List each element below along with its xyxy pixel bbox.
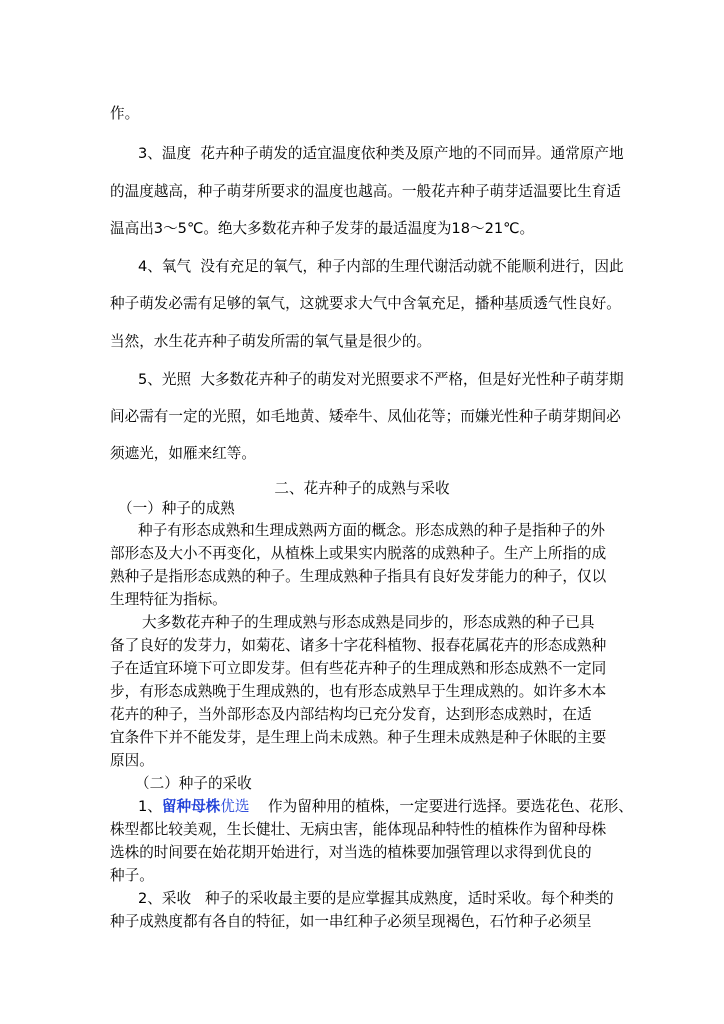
- subsection-title: （一）种子的成熟: [118, 500, 235, 517]
- paragraph-line: 种子有形态成熟和生理成熟两方面的概念。形态成熟的种子是指种子的外: [138, 522, 606, 539]
- paragraph-line: 大多数花卉种子的生理成熟与形态成熟是同步的，形态成熟的种子已具: [142, 614, 595, 631]
- paragraph-line: 部形态及大小不再变化，从植株上或果实内脱落的成熟种子。生产上所指的成: [110, 545, 607, 562]
- subsection-title: （二）种子的采收: [135, 775, 252, 792]
- paragraph-line: 宜条件下并不能发芽，是生理上尚未成熟。种子生理未成熟是种子休眠的主要: [110, 729, 607, 746]
- selection-link[interactable]: 优选: [220, 798, 250, 815]
- paragraph-line: 备了良好的发芽力，如菊花、诸多十字花科植物、报春花属花卉的形态成熟种: [110, 637, 607, 654]
- paragraph-line: 的温度越高，种子萌芽所要求的温度也越高。一般花卉种子萌芽适温要比生育适: [110, 183, 621, 200]
- paragraph-parent-selection-l1: 1、留种母株优选 作为留种用的植株，一定要进行选择。要选花色、花形、: [138, 798, 633, 815]
- paragraph-temperature-l1: 3、温度 花卉种子萌发的适宜温度依种类及原产地的不同而异。通常原产地: [138, 145, 624, 162]
- paragraph-line: 温高出3～5℃。绝大多数花卉种子发芽的最适温度为18～21℃。: [110, 220, 535, 237]
- paragraph-line: 株型都比较美观，生长健壮、无病虫害，能体现品种特性的植株作为留种母株: [110, 821, 607, 838]
- paragraph-line: 作。: [110, 105, 140, 122]
- light-heading: 5、光照: [138, 371, 192, 388]
- paragraph-line: 花卉的种子，当外部形态及内部结构均已充分发育，达到形态成熟时，在适: [110, 706, 592, 723]
- paragraph-harvest-l1: 2、采收 种子的采收最主要的是应掌握其成熟度，适时采收。每个种类的: [138, 890, 614, 907]
- paragraph-line: 种子。: [110, 867, 154, 884]
- paragraph-line: 生理特征为指标。: [110, 591, 227, 608]
- paragraph-line: 原因。: [110, 752, 154, 769]
- paragraph-line: 子在适宜环境下可立即发芽。但有些花卉种子的生理成熟和形态成熟不一定同: [110, 660, 607, 677]
- paragraph-light-l1: 5、光照 大多数花卉种子的萌发对光照要求不严格，但是好光性种子萌芽期: [138, 371, 624, 388]
- paragraph-line: 选株的时间要在始花期开始进行，对当选的植株要加强管理以求得到优良的: [110, 844, 592, 861]
- oxygen-heading: 4、氧气: [138, 258, 192, 275]
- paragraph-line: 须遮光，如雁来红等。: [110, 445, 256, 462]
- paragraph-line: 步，有形态成熟晚于生理成熟的，也有形态成熟早于生理成熟的。如许多木本: [110, 683, 607, 700]
- parent-plant-link[interactable]: 留种母株: [161, 798, 221, 815]
- temperature-heading: 3、温度: [138, 145, 192, 162]
- harvest-heading: 2、采收: [138, 890, 192, 907]
- paragraph-line: 当然，水生花卉种子萌发所需的氧气量是很少的。: [110, 333, 432, 350]
- section-title: 二、花卉种子的成熟与采收: [274, 480, 450, 497]
- paragraph-line: 熟种子是指形态成熟的种子。生理成熟种子指具有良好发芽能力的种子，仅以: [110, 568, 607, 585]
- paragraph-line: 种子萌发必需有足够的氧气，这就要求大气中含氧充足，播种基质透气性良好。: [110, 295, 621, 312]
- paragraph-oxygen-l1: 4、氧气 没有充足的氧气，种子内部的生理代谢活动就不能顺利进行，因此: [138, 258, 624, 275]
- paragraph-line: 间必需有一定的光照，如毛地黄、矮牵牛、凤仙花等；而嫌光性种子萌芽期间必: [110, 408, 621, 425]
- paragraph-line: 种子成熟度都有各自的特征，如一串红种子必须呈现褐色，石竹种子必须呈: [110, 913, 592, 930]
